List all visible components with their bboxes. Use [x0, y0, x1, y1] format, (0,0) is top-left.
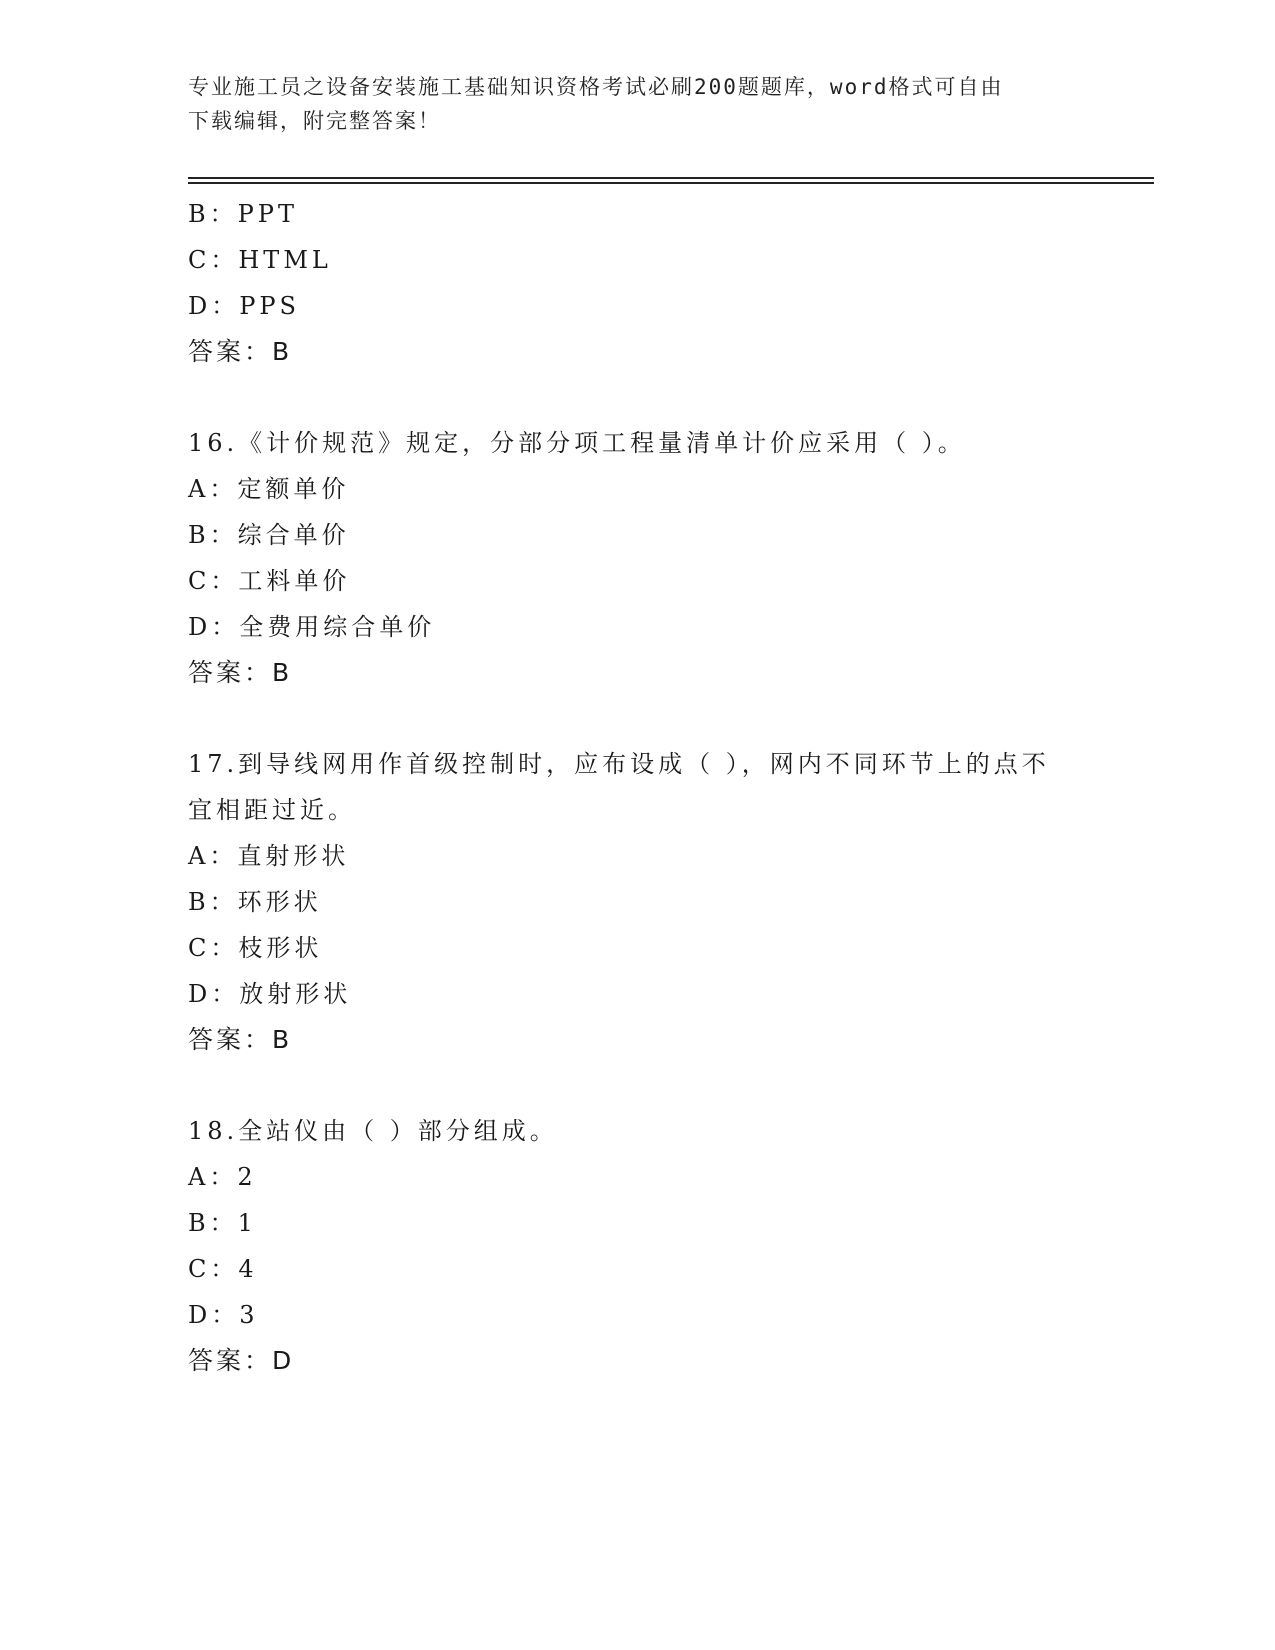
- option-b: B：综合单价: [188, 521, 350, 549]
- option-c: C：工料单价: [188, 567, 351, 595]
- header-line-1: 专业施工员之设备安装施工基础知识资格考试必刷200题题库，word格式可自由: [188, 75, 1004, 99]
- option-c: C：HTML: [188, 246, 332, 274]
- question-17: [188, 741, 1088, 1063]
- answer: 答案：B: [188, 658, 293, 687]
- question-stem: 17.到导线网用作首级控制时，应布设成（ ），网内不同环节上的点不宜相距过近。: [188, 750, 1050, 824]
- option-d: D：PPS: [188, 292, 300, 320]
- spacer: [188, 696, 1088, 741]
- option-b: B：1: [188, 1209, 257, 1237]
- question-16: [188, 420, 1088, 696]
- question-stem: 18.全站仪由（ ）部分组成。: [188, 1117, 558, 1145]
- option-d: D：全费用综合单价: [188, 613, 436, 641]
- spacer: [188, 1063, 1088, 1108]
- option-d: D：放射形状: [188, 980, 352, 1008]
- option-a: A：直射形状: [188, 842, 350, 870]
- header-line-2: 下载编辑，附完整答案！: [188, 109, 441, 133]
- option-a: A：2: [188, 1163, 257, 1191]
- option-c: C：4: [188, 1255, 258, 1283]
- header-divider-bottom: [188, 182, 1154, 184]
- answer: 答案：B: [188, 1025, 293, 1054]
- question-stem: 16.《计价规范》规定，分部分项工程量清单计价应采用（ ）。: [188, 429, 966, 457]
- question-18: [188, 1108, 1088, 1384]
- option-b: B：PPT: [188, 200, 298, 228]
- answer: 答案：D: [188, 1346, 295, 1375]
- option-d: D：3: [188, 1301, 259, 1329]
- option-c: C：枝形状: [188, 934, 323, 962]
- answer: 答案：B: [188, 337, 293, 366]
- question-15-continued: [188, 191, 1088, 375]
- option-a: A：定额单价: [188, 475, 350, 503]
- header-divider-top: [188, 177, 1154, 179]
- question-list: [188, 191, 1088, 1384]
- spacer: [188, 375, 1088, 420]
- document-header: [188, 70, 1088, 138]
- option-b: B：环形状: [188, 888, 322, 916]
